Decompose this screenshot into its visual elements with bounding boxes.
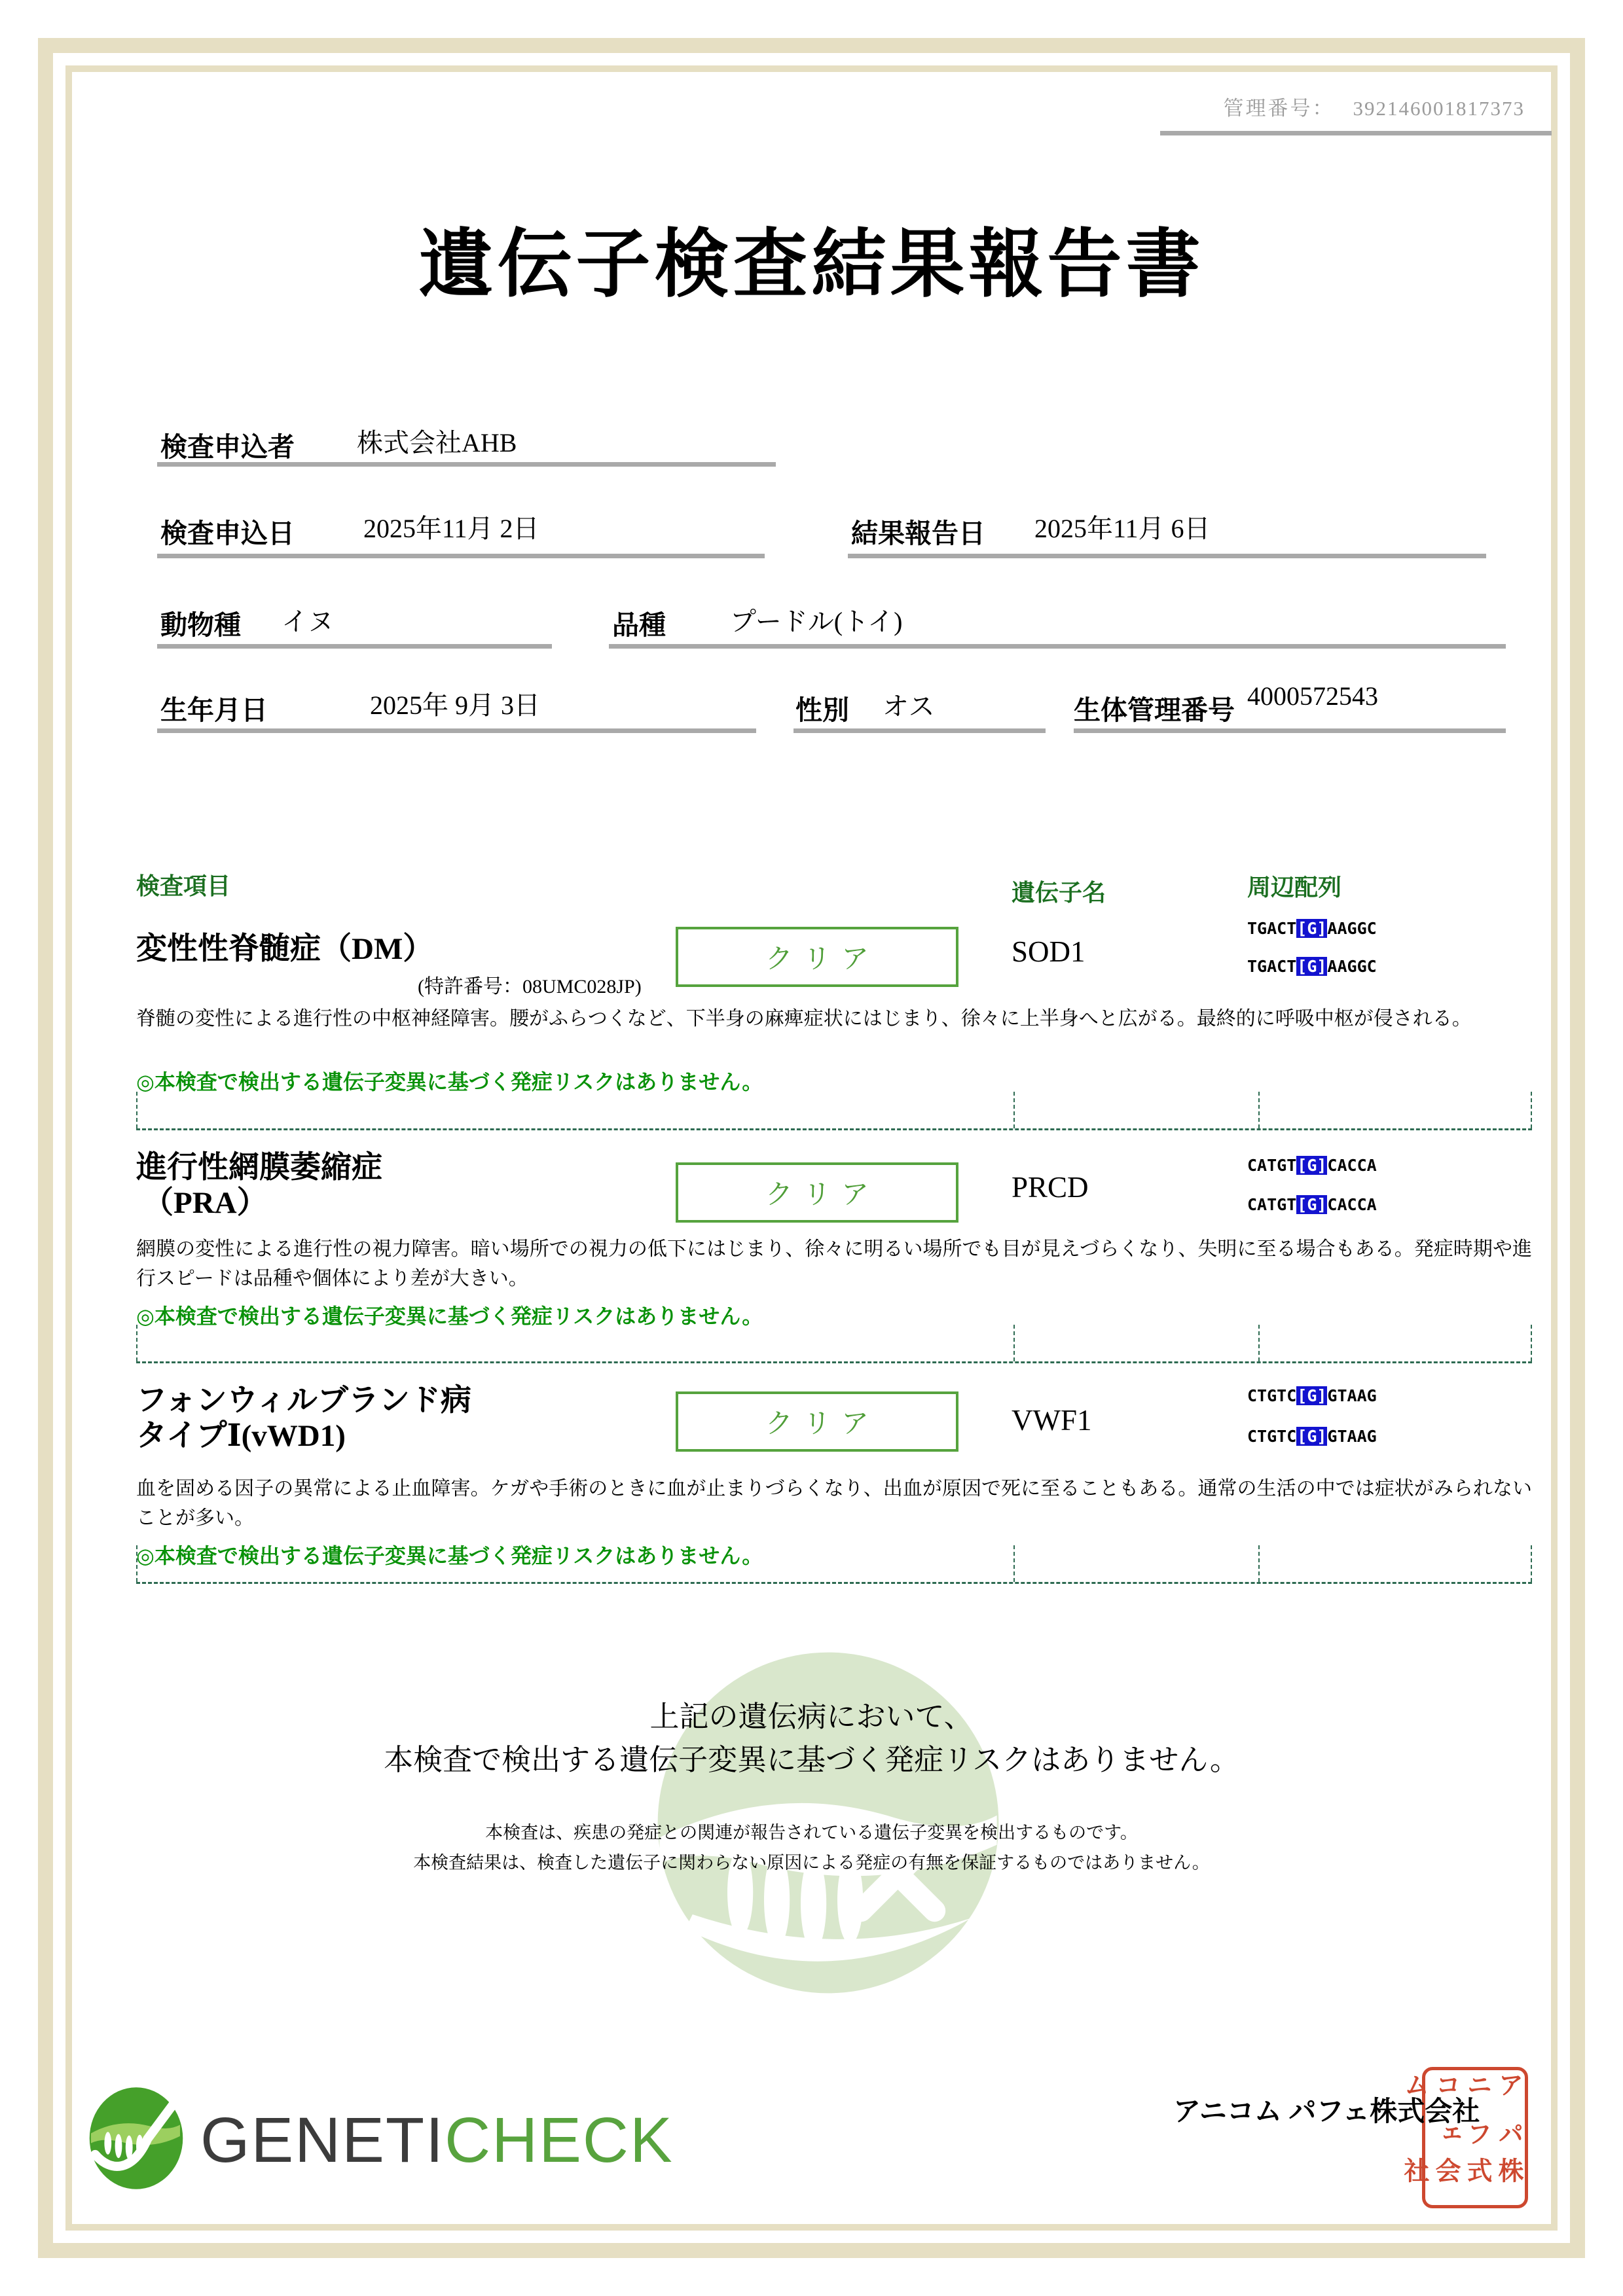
table-divider-tick [1013, 1092, 1015, 1128]
sequence-line-1: TGACT[G]AAGGC [1247, 919, 1377, 938]
column-header-test-item: 検査項目 [136, 873, 231, 899]
breed-underline [609, 644, 1506, 649]
species-underline [157, 644, 552, 649]
animal-id-label: 生体管理番号 [1074, 695, 1235, 725]
risk-note: ◎本検査で検出する遺伝子変異に基づく発症リスクはありません。 [136, 1070, 763, 1094]
sequence-variant: [G] [1297, 1427, 1327, 1446]
result-value: クリア [765, 1409, 879, 1439]
applicant-value: 株式会社AHB [357, 428, 517, 457]
management-number-line [1224, 92, 1525, 121]
company-seal-stamp: アニコム パフェ 株式会社 [1422, 2067, 1528, 2208]
breed-value: プードル(トイ) [730, 607, 903, 636]
gene-name: VWF1 [1012, 1404, 1092, 1437]
disclaimer-line-1: 本検査は、疾患の発症との関連が報告されている遺伝子変異を検出するものです。 [485, 1823, 1138, 1842]
result-value: クリア [765, 944, 879, 975]
column-header-gene-name: 遺伝子名 [1012, 880, 1106, 906]
geneticheck-logo-icon [86, 2085, 186, 2195]
disease-description: 脊髄の変性による進行性の中枢神経障害。腰がふらつくなど、下半身の麻痺症状にはじまり、徐々に上半身へと広がる。最終的に呼吸中枢が侵される。 [136, 1008, 1472, 1030]
summary-line-1: 上記の遺伝病において、 [649, 1700, 974, 1733]
species-label: 動物種 [160, 610, 241, 640]
result-box [676, 1391, 958, 1452]
test-row-vwd1 [136, 1361, 1532, 1584]
sequence-variant: [G] [1297, 919, 1327, 938]
sequence-line-1: CTGTC[G]GTAAG [1247, 1386, 1377, 1405]
table-divider-tick [136, 1545, 137, 1582]
page-title: 遺伝子検査結果報告書 [418, 223, 1205, 306]
disease-description: 血を固める因子の異常による止血障害。ケガや手術のときに血が止まりづらくなり、出血が原因で死に至ることもある。通常の生活の中では症状がみられないことが多い。 [136, 1478, 1532, 1529]
table-divider-tick [1258, 1092, 1260, 1128]
sequence-variant: [G] [1297, 1386, 1327, 1405]
sex-underline [793, 728, 1046, 733]
disease-name-line2: （PRA） [143, 1186, 268, 1220]
table-divider-tick [1531, 1325, 1532, 1361]
sequence-variant: [G] [1297, 1156, 1327, 1175]
management-number-underline [1160, 131, 1552, 135]
animal-id-value: 4000572543 [1247, 681, 1378, 711]
gene-name: PRCD [1012, 1171, 1089, 1204]
breed-label: 品種 [612, 610, 666, 640]
summary-line-2: 本検査で検出する遺伝子変異に基づく発症リスクはありません。 [384, 1743, 1239, 1776]
sequence-line-2: CATGT[G]CACCA [1247, 1195, 1377, 1214]
sequence-variant: [G] [1297, 957, 1327, 976]
applicant-label: 検査申込者 [160, 432, 295, 462]
sequence-line-1: CATGT[G]CACCA [1247, 1156, 1377, 1175]
management-number-label: 管理番号： [1223, 97, 1335, 120]
report-date-label: 結果報告日 [851, 518, 985, 548]
disease-name-line2: タイプⅠ(vWD1) [136, 1419, 346, 1453]
column-header-sequence: 周辺配列 [1247, 874, 1342, 901]
apply-date-value: 2025年11月 2日 [363, 514, 539, 543]
table-divider-tick [1258, 1325, 1260, 1361]
birth-value: 2025年 9月 3日 [370, 691, 540, 720]
animal-id-underline [1074, 728, 1506, 733]
result-box [676, 927, 958, 987]
gene-name: SOD1 [1012, 935, 1085, 968]
birth-underline [157, 728, 756, 733]
risk-note: ◎本検査で検出する遺伝子変異に基づく発症リスクはありません。 [136, 1544, 763, 1568]
disease-name: 変性性脊髄症（DM） [136, 932, 434, 966]
table-divider-tick [136, 1325, 137, 1361]
table-divider-tick [136, 1092, 137, 1128]
risk-note: ◎本検査で検出する遺伝子変異に基づく発症リスクはありません。 [136, 1304, 763, 1328]
disease-name: フォンウィルブランド病 [136, 1384, 471, 1418]
sequence-variant: [G] [1297, 1195, 1327, 1214]
species-value: イヌ [282, 607, 334, 636]
sex-label: 性別 [795, 695, 849, 725]
geneticheck-logo [86, 2085, 674, 2195]
apply-date-label: 検査申込日 [160, 518, 295, 548]
report-date-value: 2025年11月 6日 [1034, 514, 1211, 543]
geneticheck-logo-text: GENETICHECK [200, 2104, 674, 2176]
management-number-value: 392146001817373 [1353, 97, 1525, 120]
birth-label: 生年月日 [160, 695, 268, 725]
table-divider-tick [1531, 1092, 1532, 1128]
apply-date-underline [157, 554, 765, 558]
test-row-dm [136, 910, 1532, 1130]
table-divider-tick [1013, 1325, 1015, 1361]
disease-description: 網膜の変性による進行性の視力障害。暗い場所での視力の低下にはじまり、徐々に明るい場所でも目が見えづらくなり、失明に至る場合もある。発症時期や進行スピードは品種や個体により差が大きい。 [136, 1238, 1532, 1289]
table-divider-tick [1013, 1545, 1015, 1582]
sequence-line-2: TGACT[G]AAGGC [1247, 957, 1377, 976]
sex-value: オス [883, 692, 935, 721]
sequence-line-2: CTGTC[G]GTAAG [1247, 1427, 1377, 1446]
table-divider-tick [1258, 1545, 1260, 1582]
result-box [676, 1162, 958, 1223]
test-row-pra [136, 1128, 1532, 1363]
company-name: アニコム パフェ株式会社 [1173, 2097, 1480, 2127]
report-date-underline [848, 554, 1486, 558]
disclaimer-line-2: 本検査結果は、検査した遺伝子に関わらない原因による発症の有無を保証するものではありません。 [413, 1853, 1210, 1873]
table-divider-tick [1531, 1545, 1532, 1582]
applicant-underline [157, 462, 776, 467]
disease-name: 進行性網膜萎縮症 [136, 1151, 382, 1185]
result-value: クリア [765, 1180, 879, 1210]
patent-number: (特許番号：08UMC028JP) [418, 976, 642, 997]
